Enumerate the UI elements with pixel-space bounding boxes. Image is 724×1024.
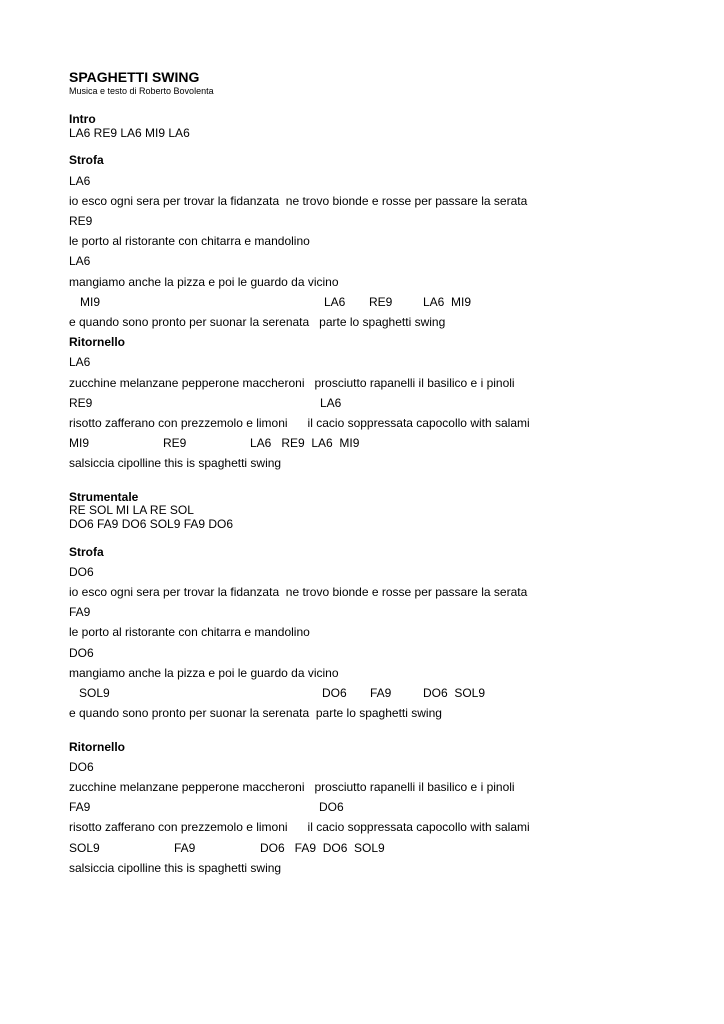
chord-line: FA9 — [69, 605, 91, 619]
chord: DO6 — [322, 686, 347, 700]
chord: LA6 MI9 — [423, 295, 472, 309]
chord: DO6 — [319, 800, 344, 814]
lyric-line: zucchine melanzane pepperone maccheroni prosciutto rapanelli il basilico e i pinoli — [69, 376, 515, 390]
chord: SOL9 — [69, 841, 100, 855]
chord: MI9 — [69, 436, 90, 450]
chord: RE9 — [369, 295, 393, 309]
chord: FA9 — [69, 800, 91, 814]
chord: MI9 — [80, 295, 101, 309]
lyric-line: mangiamo anche la pizza e poi le guardo da vicino — [69, 275, 339, 289]
chord-line: LA6 — [69, 355, 91, 369]
chord: RE9 — [69, 396, 93, 410]
lyric-line: io esco ogni sera per trovar la fidanzata ne trovo bionde e rosse per passare la serata — [69, 194, 528, 208]
lyric-line: risotto zafferano con prezzemolo e limoni il cacio soppressata capocollo with salami — [69, 820, 530, 834]
chord: FA9 — [174, 841, 196, 855]
lyric-line: io esco ogni sera per trovar la fidanzata ne trovo bionde e rosse per passare la serata — [69, 585, 528, 599]
chord: FA9 — [370, 686, 392, 700]
lyric-line: salsiccia cipolline this is spaghetti swing — [69, 456, 282, 470]
chord: LA6 RE9 LA6 MI9 — [250, 436, 360, 450]
chord-line: DO6 — [69, 565, 94, 579]
section-heading-strofa-2: Strofa — [69, 545, 104, 559]
chord: DO6 SOL9 — [423, 686, 486, 700]
strumentale-chords-2: DO6 FA9 DO6 SOL9 FA9 DO6 — [69, 517, 234, 531]
section-heading-ritornello-1: Ritornello — [69, 335, 125, 349]
chord-line: DO6 — [69, 760, 94, 774]
chord-line: DO6 — [69, 646, 94, 660]
lyric-line: le porto al ristorante con chitarra e mandolino — [69, 234, 310, 248]
chord-line: RE9 — [69, 214, 93, 228]
song-title: SPAGHETTI SWING — [69, 69, 200, 85]
lyric-line: zucchine melanzane pepperone maccheroni prosciutto rapanelli il basilico e i pinoli — [69, 780, 515, 794]
intro-chords: LA6 RE9 LA6 MI9 LA6 — [69, 126, 190, 140]
strumentale-chords-1: RE SOL MI LA RE SOL — [69, 503, 194, 517]
lyric-line: risotto zafferano con prezzemolo e limoni il cacio soppressata capocollo with salami — [69, 416, 530, 430]
lyric-line: e quando sono pronto per suonar la serenata parte lo spaghetti swing — [69, 706, 442, 720]
section-heading-strofa-1: Strofa — [69, 153, 104, 167]
chord: RE9 — [163, 436, 187, 450]
lyric-line: e quando sono pronto per suonar la serenata parte lo spaghetti swing — [69, 315, 446, 329]
lyric-line: le porto al ristorante con chitarra e mandolino — [69, 625, 310, 639]
chord: SOL9 — [79, 686, 110, 700]
chord-line: LA6 — [69, 254, 91, 268]
chord: DO6 FA9 DO6 SOL9 — [260, 841, 385, 855]
chord: LA6 — [324, 295, 346, 309]
section-heading-ritornello-2: Ritornello — [69, 740, 125, 754]
section-heading-intro: Intro — [69, 112, 96, 126]
song-credits: Musica e testo di Roberto Bovolenta — [69, 86, 214, 96]
chord: LA6 — [320, 396, 342, 410]
lyric-line: salsiccia cipolline this is spaghetti swing — [69, 861, 282, 875]
chord-line: LA6 — [69, 174, 91, 188]
lyric-line: mangiamo anche la pizza e poi le guardo da vicino — [69, 666, 339, 680]
section-heading-strumentale: Strumentale — [69, 490, 139, 504]
